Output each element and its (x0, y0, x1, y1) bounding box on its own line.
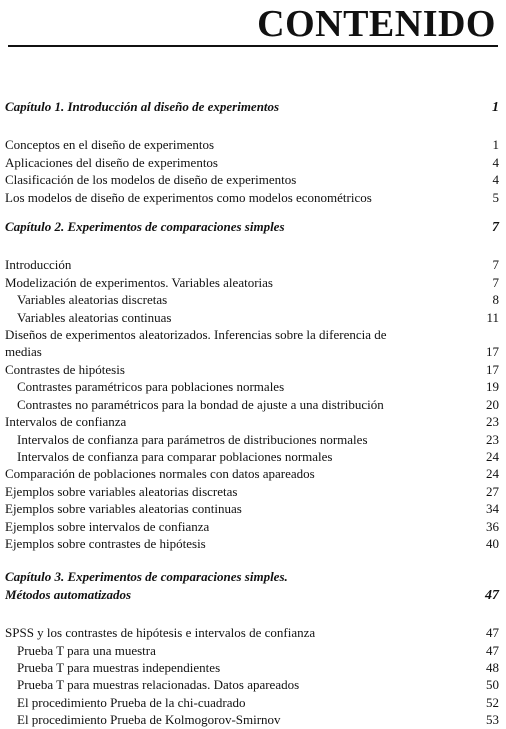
toc-entry[interactable] (5, 659, 499, 676)
entry-title: Variables aleatorias discretas (17, 292, 168, 308)
entry-title: Comparación de poblaciones normales con datos apareados (5, 466, 315, 482)
page-title: CONTENIDO (257, 3, 496, 45)
chapter-title-continued: Métodos automatizados (5, 586, 132, 602)
page-number: 34 (486, 501, 499, 517)
page-number: 48 (486, 659, 499, 675)
toc-chapter-2[interactable] (5, 218, 499, 236)
page-number: 52 (486, 694, 499, 710)
chapter-title: Capítulo 1. Introducción al diseño de experimentos (5, 99, 280, 114)
page-number: 50 (486, 677, 499, 693)
page-number: 40 (486, 535, 499, 551)
page-number: 19 (486, 379, 499, 395)
toc-chapter-3[interactable] (5, 568, 499, 585)
toc-entry[interactable] (5, 535, 499, 552)
entry-title: Ejemplos sobre variables aleatorias discretas (5, 483, 238, 499)
entry-title: Introducción (5, 257, 72, 273)
toc-chapter-1[interactable] (5, 98, 499, 116)
entry-title: Intervalos de confianza para parámetros de distribuciones normales (17, 431, 368, 447)
page-number: 53 (486, 712, 499, 728)
entry-title-continued: medias (5, 344, 42, 360)
page-number: 5 (492, 189, 499, 205)
entry-title: Intervalos de confianza (5, 414, 127, 430)
toc-entry[interactable] (5, 413, 499, 430)
page-number: 4 (492, 172, 499, 188)
page-number: 17 (486, 344, 499, 360)
page-number: 8 (492, 292, 499, 308)
page-number: 7 (492, 257, 499, 273)
chapter-title: Capítulo 3. Experimentos de comparaciones simples. (5, 569, 288, 585)
toc-entry[interactable] (5, 465, 499, 482)
toc-entry[interactable] (5, 361, 499, 378)
toc-entry[interactable] (5, 326, 499, 343)
toc-entry[interactable] (5, 256, 499, 273)
page-number: 36 (486, 518, 499, 534)
toc-entry[interactable] (5, 136, 499, 153)
entry-title: Ejemplos sobre variables aleatorias continuas (5, 501, 242, 517)
entry-title: Diseños de experimentos aleatorizados. Inferencias sobre la diferencia de (5, 327, 387, 343)
entry-title: Clasificación de los modelos de diseño de experimentos (5, 172, 297, 188)
toc-entry[interactable] (5, 431, 499, 448)
page-number: 7 (492, 220, 499, 236)
page-number: 1 (492, 100, 499, 115)
entry-title: Contrastes de hipótesis (5, 361, 125, 377)
title-rule (8, 45, 498, 47)
page-number: 24 (486, 448, 499, 464)
page-number: 20 (486, 396, 499, 412)
entry-title: Intervalos de confianza para comparar poblaciones normales (17, 448, 333, 464)
entry-title: El procedimiento Prueba de Kolmogorov-Smirnov (17, 712, 281, 728)
toc-entry[interactable] (5, 189, 499, 206)
page-number: 17 (486, 361, 499, 377)
toc-entry[interactable] (5, 483, 499, 500)
page-number: 4 (492, 154, 499, 170)
toc-entry[interactable] (5, 676, 499, 693)
toc-entry[interactable] (5, 274, 499, 291)
page-number: 11 (486, 309, 499, 325)
toc-entry[interactable] (5, 694, 499, 711)
entry-title: Prueba T para muestras independientes (17, 659, 221, 675)
toc-entry[interactable] (5, 309, 499, 326)
chapter-title: Capítulo 2. Experimentos de comparaciones simples (5, 219, 285, 235)
toc-entry[interactable] (5, 711, 499, 728)
page-number: 1 (492, 137, 499, 153)
entry-title: Los modelos de diseño de experimentos como modelos econométricos (5, 189, 372, 205)
toc-entry[interactable] (5, 642, 499, 659)
entry-title: Ejemplos sobre contrastes de hipótesis (5, 535, 206, 551)
table-of-contents (5, 98, 499, 729)
toc-entry[interactable] (5, 518, 499, 535)
toc-entry[interactable] (5, 396, 499, 413)
entry-title: SPSS y los contrastes de hipótesis e intervalos de confianza (5, 625, 316, 641)
page-number: 27 (486, 483, 499, 499)
entry-title: Prueba T para una muestra (17, 642, 156, 658)
toc-entry[interactable] (5, 171, 499, 188)
page-number: 24 (486, 466, 499, 482)
toc-entry[interactable] (5, 448, 499, 465)
entry-title: El procedimiento Prueba de la chi-cuadrado (17, 694, 246, 710)
page-number: 47 (485, 587, 499, 603)
entry-title: Contrastes paramétricos para poblaciones normales (17, 379, 285, 395)
toc-entry-continued[interactable] (5, 343, 499, 360)
toc-entry[interactable] (5, 154, 499, 171)
entry-title: Modelización de experimentos. Variables aleatorias (5, 274, 273, 290)
page-number: 7 (492, 274, 499, 290)
page-number: 47 (486, 642, 499, 658)
page-number: 47 (486, 625, 499, 641)
entry-title: Aplicaciones del diseño de experimentos (5, 154, 218, 170)
entry-title: Variables aleatorias continuas (17, 309, 172, 325)
toc-entry[interactable] (5, 500, 499, 517)
entry-title: Conceptos en el diseño de experimentos (5, 137, 215, 153)
entry-title: Ejemplos sobre intervalos de confianza (5, 518, 210, 534)
toc-entry[interactable] (5, 291, 499, 308)
toc-entry[interactable] (5, 378, 499, 395)
page-number: 23 (486, 414, 499, 430)
toc-chapter-3-continued[interactable] (5, 586, 499, 604)
page-number: 23 (486, 431, 499, 447)
toc-entry[interactable] (5, 624, 499, 641)
entry-title: Prueba T para muestras relacionadas. Datos apareados (17, 677, 300, 693)
entry-title: Contrastes no paramétricos para la bondad de ajuste a una distribución (17, 396, 384, 412)
